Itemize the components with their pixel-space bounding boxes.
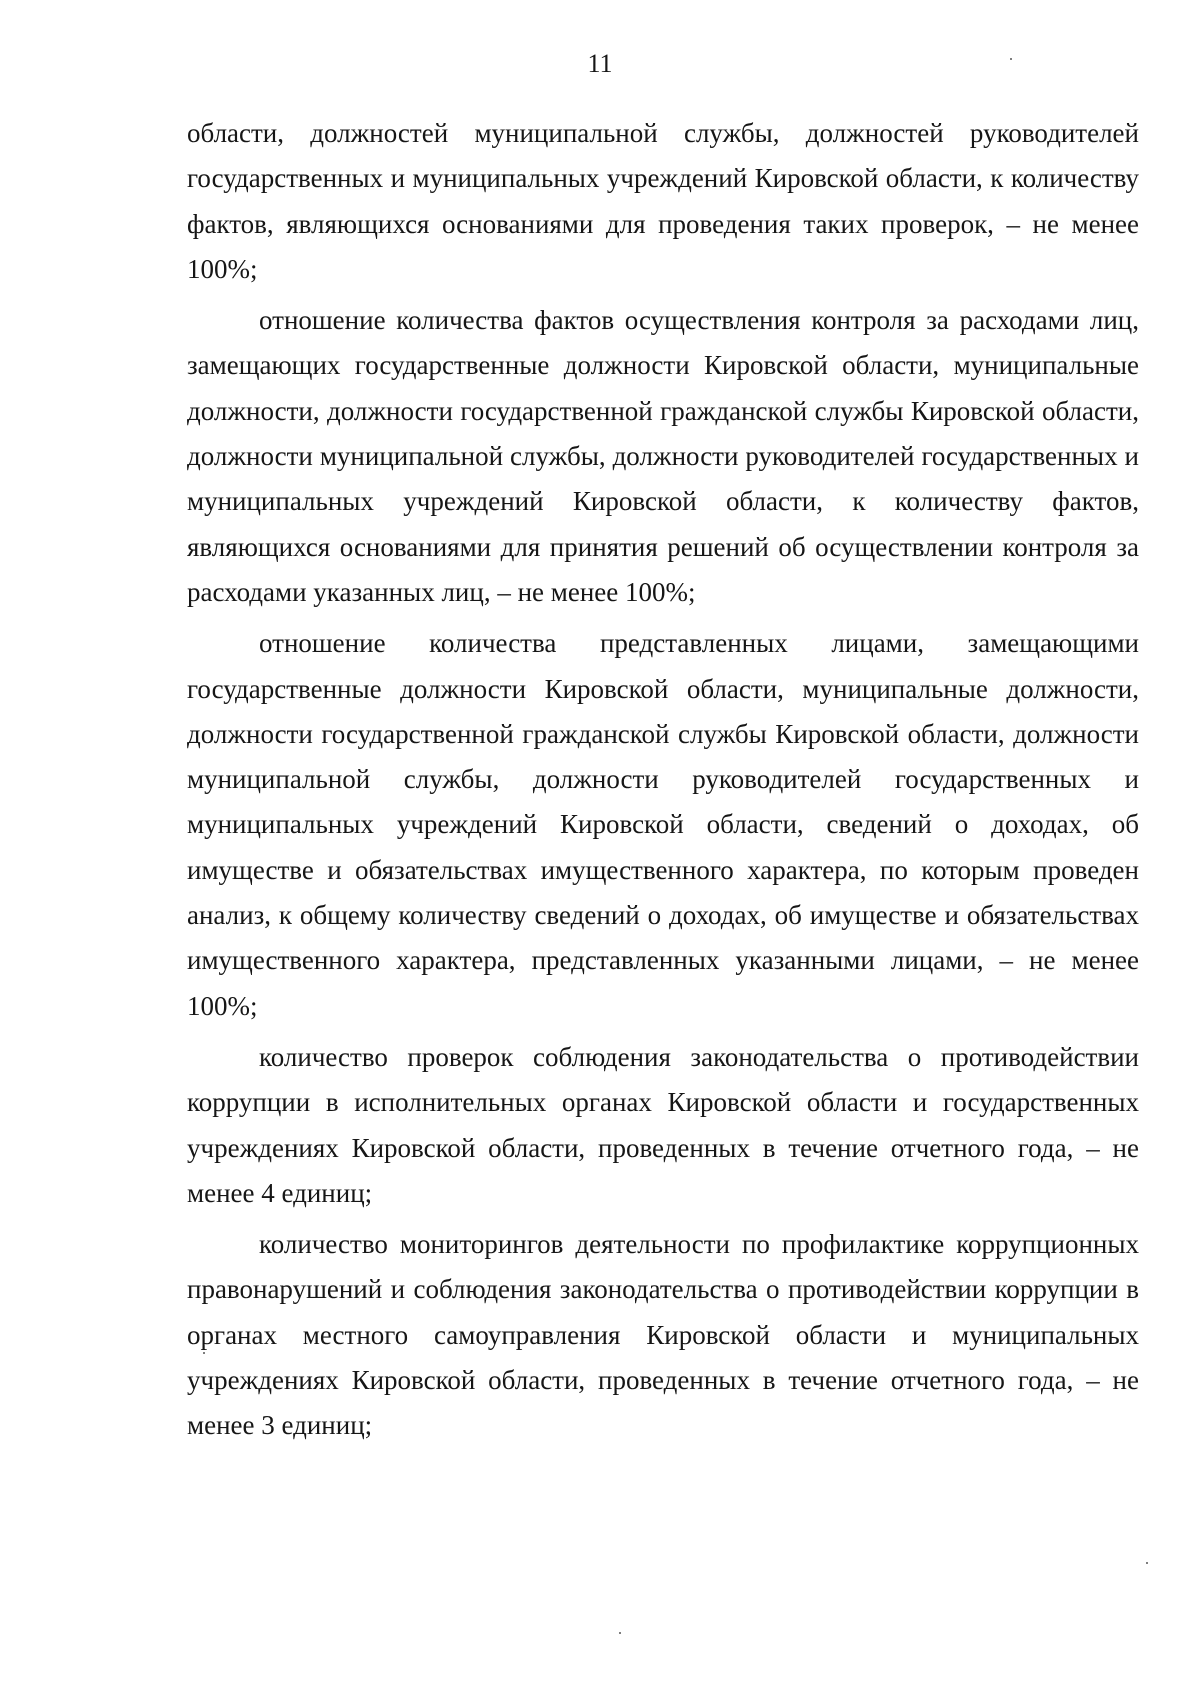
paragraph-income-declarations: отношение количества представленных лицами, замещающими государственные должности Кировской области, муниципальные должности, должности государственной гражданской службы Кировской области, должности муниципальной службы, должности руководителей государственных и муниципальных учреждений Кировской области, сведений о доходах, об имуществе и обязательствах имущественного характера, по которым проведен анализ, к общему количеству сведений о доходах, об имуществе и обязательствах имущественного характера, представленных указанными лицами, – не менее 100%;	[187, 628, 1139, 1021]
page-number: 11	[587, 49, 613, 78]
scan-speck	[1146, 1562, 1148, 1564]
paragraph-inspections-count: количество проверок соблюдения законодательства о противодействии коррупции в исполнительных органах Кировской области и государственных учреждениях Кировской области, проведенных в течение отчетного года, – не менее 4 единиц;	[187, 1041, 1139, 1208]
paragraph-expense-control: отношение количества фактов осуществления контроля за расходами лиц, замещающих государственные должности Кировской области, муниципальные должности, должности государственной гражданской службы Кировской области, должности муниципальной службы, должности руководителей государственных и муниципальных учреждений Кировской области, к количеству фактов, являющихся основаниями для принятия решений об осуществлении контроля за расходами указанных лиц, – не менее 100%;	[187, 305, 1139, 607]
scan-speck	[203, 1352, 205, 1354]
scan-speck	[1010, 58, 1012, 60]
document-body	[187, 111, 1139, 1455]
paragraph-monitoring-count: количество мониторингов деятельности по профилактике коррупционных правонарушений и соблюдения законодательства о противодействии коррупции в органах местного самоуправления Кировской области и муниципальных учреждениях Кировской области, проведенных в течение отчетного года, – не менее 3 единиц;	[187, 1229, 1139, 1441]
scan-speck	[619, 1632, 621, 1634]
paragraph-continued: области, должностей муниципальной службы, должностей руководителей государственных и муниципальных учреждений Кировской области, к количеству фактов, являющихся основаниями для проведения таких проверок, – не менее 100%;	[187, 118, 1139, 284]
